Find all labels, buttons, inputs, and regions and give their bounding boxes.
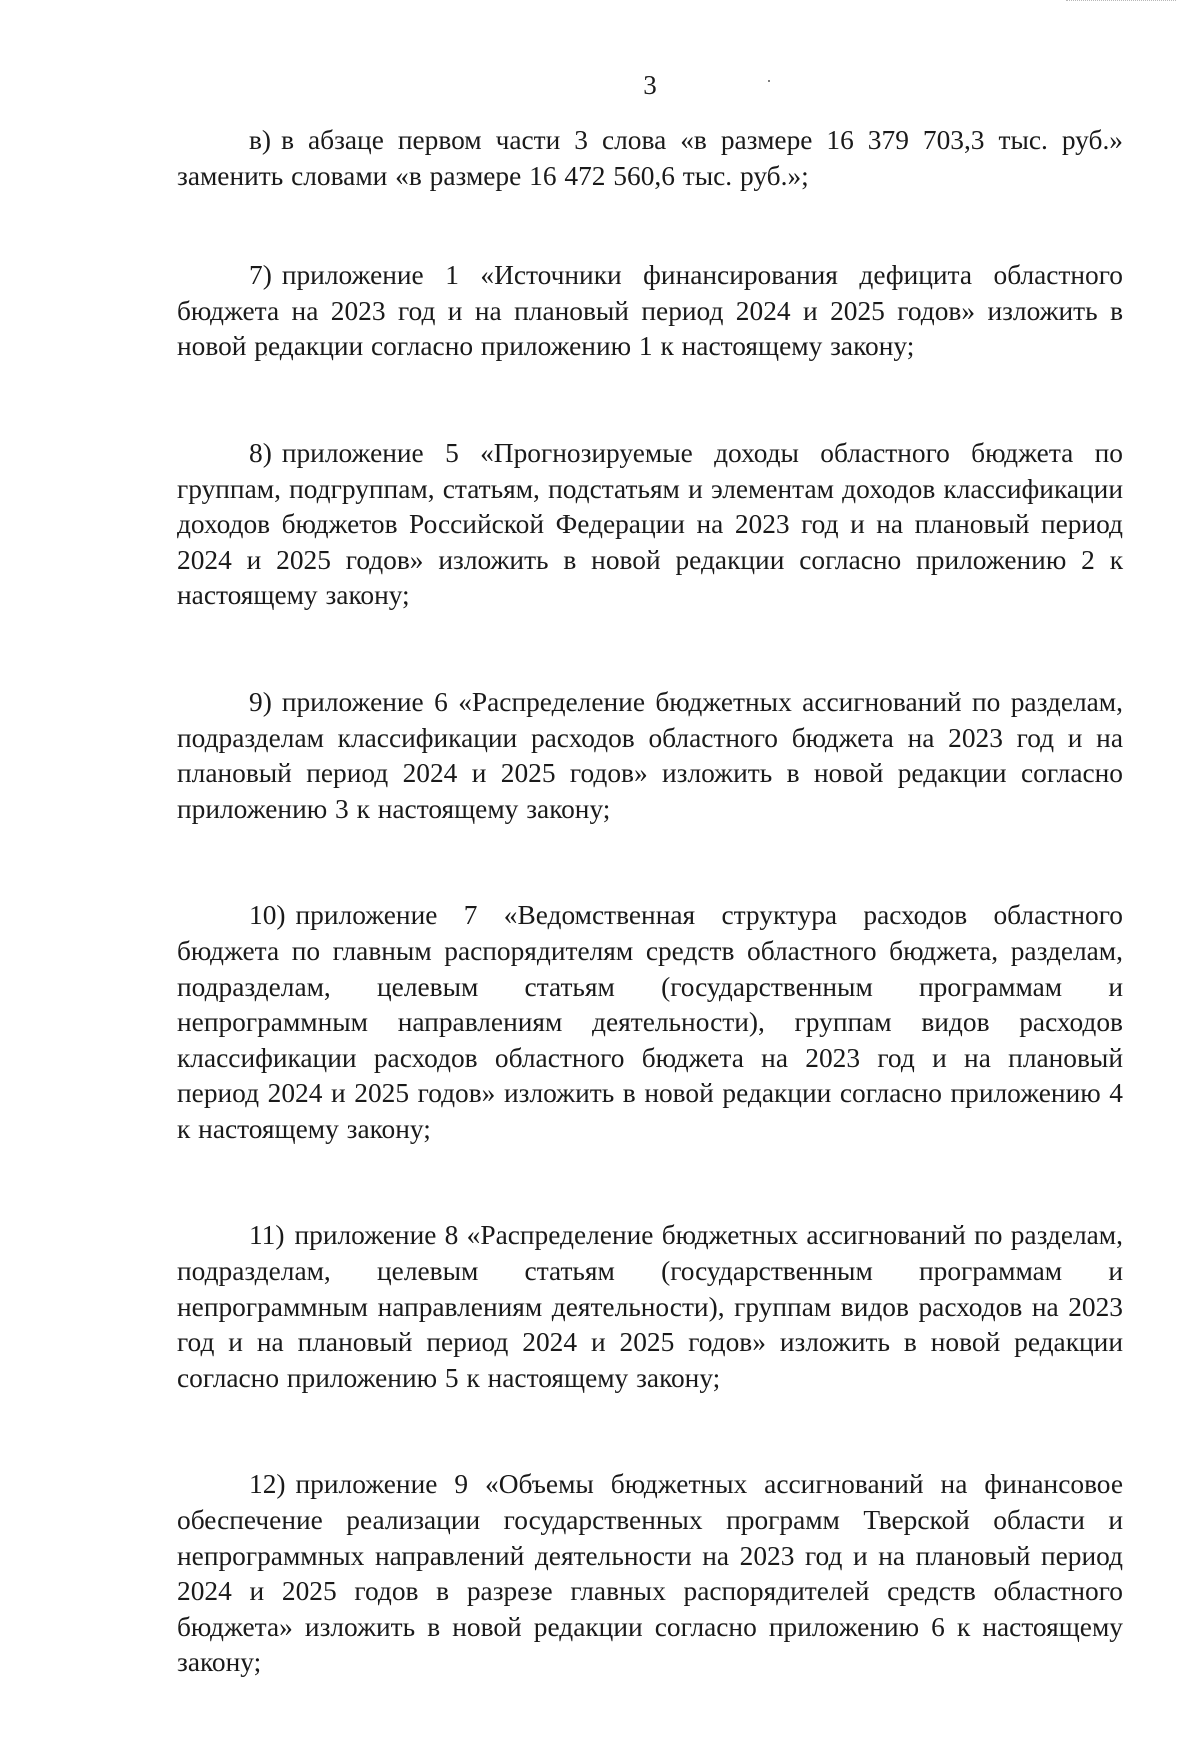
paragraph-11 bbox=[177, 1218, 1123, 1396]
paragraph-text: в абзаце первом части 3 слова «в размере 16 379 703,3 тыс. руб.» заменить словами «в размере 16 472 560,6 тыс. руб.»; bbox=[177, 125, 1123, 191]
paragraph-9 bbox=[177, 685, 1123, 827]
paragraph-8 bbox=[177, 436, 1123, 614]
page-number: 3 bbox=[643, 70, 657, 100]
paragraph-number: 10) bbox=[249, 900, 286, 931]
paragraph-number: 8) bbox=[249, 437, 272, 468]
paragraph-number: 7) bbox=[249, 260, 272, 291]
paragraph-12 bbox=[177, 1467, 1123, 1681]
paragraph-number: в) bbox=[249, 125, 272, 155]
document-body bbox=[177, 123, 1123, 1752]
paragraph-text: приложение 5 «Прогнозируемые доходы областного бюджета по группам, подгруппам, статьям, подстатьям и элементам доходов классификации доходов бюджетов Российской Федерации на 2023 год и на плановый период 2024 и 2025 годов» изложить в новой редакции согласно приложению 2 к настоящему закону; bbox=[177, 437, 1123, 611]
paragraph-v bbox=[177, 123, 1123, 194]
paragraph-text: приложение 8 «Распределение бюджетных ассигнований по разделам, подразделам, целевым статьям (государственным программам и непрограммным направлениям деятельности), группам видов расходов на 2023 год и на плановый период 2024 и 2025 годов» изложить в новой редакции согласно приложению 5 к настоящему закону; bbox=[177, 1220, 1123, 1393]
scan-artifact bbox=[1066, 0, 1176, 5]
paragraph-text: приложение 7 «Ведомственная структура расходов областного бюджета по главным распорядителям средств областного бюджета, разделам, подразделам, целевым статьям (государственным программам и непрограммным направлениям деятельности), группам видов расходов классификации расходов областного бюджета на 2023 год и на плановый период 2024 и 2025 годов» изложить в новой редакции согласно приложению 4 к настоящему закону; bbox=[177, 900, 1123, 1144]
paragraph-text: приложение 9 «Объемы бюджетных ассигнований на финансовое обеспечение реализации государственных программ Тверской области и непрограммных направлений деятельности на 2023 год и на плановый период 2024 и 2025 годов в разрезе главных распорядителей средств областного бюджета» изложить в новой редакции согласно приложению 6 к настоящему закону; bbox=[177, 1469, 1123, 1678]
paragraph-text: приложение 1 «Источники финансирования дефицита областного бюджета на 2023 год и на плановый период 2024 и 2025 годов» изложить в новой редакции согласно приложению 1 к настоящему закону; bbox=[177, 260, 1123, 362]
paragraph-number: 12) bbox=[249, 1469, 286, 1500]
paragraph-7 bbox=[177, 258, 1123, 365]
paragraph-text: приложение 6 «Распределение бюджетных ассигнований по разделам, подразделам классификации расходов областного бюджета на 2023 год и на плановый период 2024 и 2025 годов» изложить в новой редакции согласно приложению 3 к настоящему закону; bbox=[177, 686, 1123, 824]
paragraph-number: 9) bbox=[249, 686, 272, 717]
paragraph-10 bbox=[177, 898, 1123, 1147]
paragraph-number: 11) bbox=[249, 1220, 285, 1251]
